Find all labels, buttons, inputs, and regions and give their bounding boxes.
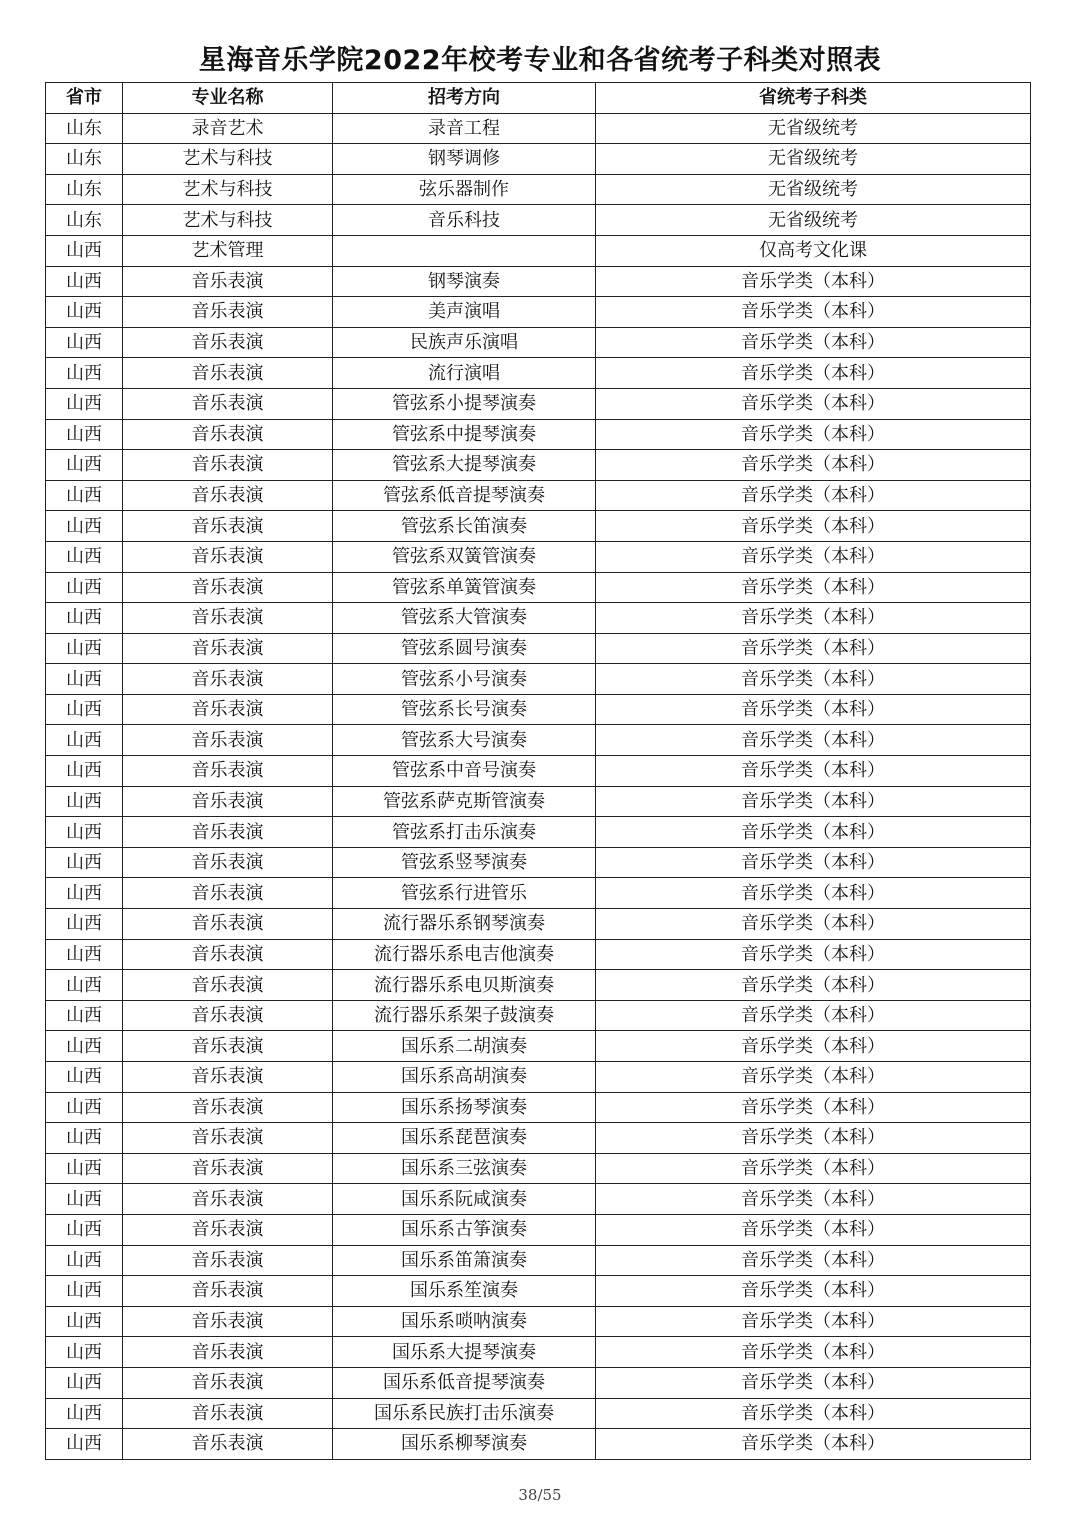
cell-subject-category: 无省级统考 [596, 174, 1031, 205]
cell-direction: 流行演唱 [333, 358, 596, 389]
cell-direction: 管弦系圆号演奏 [333, 633, 596, 664]
header-direction: 招考方向 [333, 83, 596, 114]
cell-direction: 管弦系中音号演奏 [333, 756, 596, 787]
cell-subject-category: 音乐学类（本科） [596, 327, 1031, 358]
table-row [46, 939, 1031, 970]
cell-major: 音乐表演 [123, 970, 333, 1001]
cell-direction: 管弦系单簧管演奏 [333, 572, 596, 603]
cell-province: 山西 [46, 450, 123, 481]
cell-major: 音乐表演 [123, 1184, 333, 1215]
table-row [46, 664, 1031, 695]
cell-major: 音乐表演 [123, 1123, 333, 1154]
header-major: 专业名称 [123, 83, 333, 114]
cell-province: 山西 [46, 847, 123, 878]
cell-direction: 管弦系大管演奏 [333, 603, 596, 634]
cell-direction: 录音工程 [333, 113, 596, 144]
cell-subject-category: 音乐学类（本科） [596, 725, 1031, 756]
cell-direction: 管弦系中提琴演奏 [333, 419, 596, 450]
cell-direction: 管弦系低音提琴演奏 [333, 480, 596, 511]
table-row [46, 970, 1031, 1001]
cell-direction: 管弦系行进管乐 [333, 878, 596, 909]
cell-major: 音乐表演 [123, 939, 333, 970]
cell-major: 音乐表演 [123, 633, 333, 664]
table-row [46, 450, 1031, 481]
cell-direction: 流行器乐系架子鼓演奏 [333, 1000, 596, 1031]
table-row [46, 817, 1031, 848]
cell-major: 音乐表演 [123, 450, 333, 481]
cell-province: 山东 [46, 205, 123, 236]
table-row [46, 786, 1031, 817]
table-row [46, 1429, 1031, 1460]
table-row [46, 1306, 1031, 1337]
cell-direction: 管弦系长笛演奏 [333, 511, 596, 542]
cell-subject-category: 音乐学类（本科） [596, 664, 1031, 695]
cell-subject-category: 音乐学类（本科） [596, 756, 1031, 787]
cell-province: 山西 [46, 1062, 123, 1093]
cell-province: 山西 [46, 786, 123, 817]
cell-direction: 流行器乐系电贝斯演奏 [333, 970, 596, 1001]
table-row [46, 909, 1031, 940]
cell-major: 艺术与科技 [123, 174, 333, 205]
cell-province: 山西 [46, 1367, 123, 1398]
cell-province: 山西 [46, 1306, 123, 1337]
cell-major: 音乐表演 [123, 664, 333, 695]
cell-major: 音乐表演 [123, 817, 333, 848]
cell-direction: 国乐系阮咸演奏 [333, 1184, 596, 1215]
cell-major: 音乐表演 [123, 694, 333, 725]
cell-major: 音乐表演 [123, 1306, 333, 1337]
cell-direction: 国乐系民族打击乐演奏 [333, 1398, 596, 1429]
cell-subject-category: 音乐学类（本科） [596, 847, 1031, 878]
cell-subject-category: 音乐学类（本科） [596, 1276, 1031, 1307]
cell-province: 山西 [46, 939, 123, 970]
cell-major: 音乐表演 [123, 847, 333, 878]
cell-major: 音乐表演 [123, 756, 333, 787]
cell-subject-category: 音乐学类（本科） [596, 1214, 1031, 1245]
cell-direction: 管弦系小提琴演奏 [333, 388, 596, 419]
cell-province: 山西 [46, 266, 123, 297]
table-row [46, 572, 1031, 603]
cell-subject-category: 音乐学类（本科） [596, 541, 1031, 572]
page-number: 38/55 [518, 1486, 562, 1504]
table-row [46, 1123, 1031, 1154]
cell-subject-category: 音乐学类（本科） [596, 1031, 1031, 1062]
cell-direction: 国乐系三弦演奏 [333, 1153, 596, 1184]
cell-major: 音乐表演 [123, 358, 333, 389]
cell-subject-category: 音乐学类（本科） [596, 1429, 1031, 1460]
table-row [46, 694, 1031, 725]
cell-direction: 国乐系琵琶演奏 [333, 1123, 596, 1154]
table-header [46, 83, 1031, 114]
cell-subject-category: 音乐学类（本科） [596, 970, 1031, 1001]
cell-direction: 管弦系大提琴演奏 [333, 450, 596, 481]
cell-direction: 音乐科技 [333, 205, 596, 236]
cell-subject-category: 音乐学类（本科） [596, 266, 1031, 297]
cell-subject-category: 音乐学类（本科） [596, 511, 1031, 542]
cell-subject-category: 音乐学类（本科） [596, 1123, 1031, 1154]
cell-direction: 钢琴调修 [333, 144, 596, 175]
table-row [46, 847, 1031, 878]
cell-province: 山西 [46, 756, 123, 787]
cell-province: 山西 [46, 909, 123, 940]
table-row [46, 297, 1031, 328]
cell-major: 音乐表演 [123, 388, 333, 419]
cell-major: 音乐表演 [123, 1245, 333, 1276]
cell-major: 音乐表演 [123, 266, 333, 297]
cell-subject-category: 音乐学类（本科） [596, 419, 1031, 450]
cell-subject-category: 音乐学类（本科） [596, 297, 1031, 328]
cell-province: 山西 [46, 358, 123, 389]
cell-major: 音乐表演 [123, 1429, 333, 1460]
cell-province: 山西 [46, 297, 123, 328]
cell-direction: 管弦系长号演奏 [333, 694, 596, 725]
cell-province: 山东 [46, 174, 123, 205]
cell-direction: 国乐系二胡演奏 [333, 1031, 596, 1062]
table-row [46, 1092, 1031, 1123]
table-row [46, 603, 1031, 634]
cell-major: 音乐表演 [123, 297, 333, 328]
cell-major: 音乐表演 [123, 1367, 333, 1398]
table-row [46, 1153, 1031, 1184]
cell-major: 艺术与科技 [123, 205, 333, 236]
cell-direction: 弦乐器制作 [333, 174, 596, 205]
cell-province: 山西 [46, 388, 123, 419]
cell-subject-category: 音乐学类（本科） [596, 694, 1031, 725]
cell-province: 山西 [46, 1337, 123, 1368]
comparison-table [45, 82, 1031, 1460]
cell-direction: 国乐系笛箫演奏 [333, 1245, 596, 1276]
table-row [46, 1245, 1031, 1276]
cell-direction: 管弦系萨克斯管演奏 [333, 786, 596, 817]
cell-major: 音乐表演 [123, 878, 333, 909]
cell-province: 山西 [46, 1429, 123, 1460]
cell-major: 音乐表演 [123, 1031, 333, 1062]
cell-subject-category: 仅高考文化课 [596, 235, 1031, 266]
cell-subject-category: 音乐学类（本科） [596, 1153, 1031, 1184]
cell-major: 音乐表演 [123, 786, 333, 817]
cell-province: 山西 [46, 970, 123, 1001]
page-title: 星海音乐学院2022年校考专业和各省统考子科类对照表 [198, 45, 882, 76]
cell-direction: 钢琴演奏 [333, 266, 596, 297]
cell-direction: 流行器乐系钢琴演奏 [333, 909, 596, 940]
cell-province: 山西 [46, 694, 123, 725]
table-row [46, 1276, 1031, 1307]
cell-direction [333, 235, 596, 266]
cell-province: 山西 [46, 1398, 123, 1429]
table-row [46, 1214, 1031, 1245]
table-row [46, 480, 1031, 511]
cell-province: 山西 [46, 817, 123, 848]
cell-province: 山西 [46, 480, 123, 511]
table-row [46, 327, 1031, 358]
cell-direction: 管弦系双簧管演奏 [333, 541, 596, 572]
cell-subject-category: 音乐学类（本科） [596, 388, 1031, 419]
cell-subject-category: 音乐学类（本科） [596, 878, 1031, 909]
cell-subject-category: 音乐学类（本科） [596, 633, 1031, 664]
cell-subject-category: 音乐学类（本科） [596, 1245, 1031, 1276]
cell-subject-category: 音乐学类（本科） [596, 1184, 1031, 1215]
table-row [46, 205, 1031, 236]
cell-major: 音乐表演 [123, 480, 333, 511]
cell-direction: 管弦系打击乐演奏 [333, 817, 596, 848]
cell-subject-category: 音乐学类（本科） [596, 1092, 1031, 1123]
cell-major: 音乐表演 [123, 1153, 333, 1184]
cell-province: 山西 [46, 1214, 123, 1245]
table-row [46, 1337, 1031, 1368]
table-row [46, 113, 1031, 144]
cell-subject-category: 无省级统考 [596, 144, 1031, 175]
cell-direction: 国乐系柳琴演奏 [333, 1429, 596, 1460]
cell-subject-category: 音乐学类（本科） [596, 358, 1031, 389]
cell-province: 山西 [46, 419, 123, 450]
table-row [46, 266, 1031, 297]
cell-province: 山西 [46, 1123, 123, 1154]
cell-province: 山西 [46, 235, 123, 266]
cell-major: 艺术与科技 [123, 144, 333, 175]
cell-major: 音乐表演 [123, 327, 333, 358]
cell-major: 音乐表演 [123, 725, 333, 756]
cell-direction: 国乐系高胡演奏 [333, 1062, 596, 1093]
cell-direction: 流行器乐系电吉他演奏 [333, 939, 596, 970]
cell-province: 山西 [46, 327, 123, 358]
table-row [46, 878, 1031, 909]
cell-subject-category: 音乐学类（本科） [596, 909, 1031, 940]
table-row [46, 358, 1031, 389]
cell-province: 山西 [46, 1092, 123, 1123]
cell-major: 艺术管理 [123, 235, 333, 266]
cell-major: 音乐表演 [123, 1062, 333, 1093]
cell-province: 山西 [46, 633, 123, 664]
cell-subject-category: 音乐学类（本科） [596, 603, 1031, 634]
cell-major: 音乐表演 [123, 419, 333, 450]
cell-subject-category: 音乐学类（本科） [596, 450, 1031, 481]
cell-major: 音乐表演 [123, 511, 333, 542]
cell-major: 音乐表演 [123, 572, 333, 603]
table-row [46, 388, 1031, 419]
cell-province: 山西 [46, 878, 123, 909]
cell-province: 山西 [46, 725, 123, 756]
cell-province: 山西 [46, 1000, 123, 1031]
cell-subject-category: 音乐学类（本科） [596, 1306, 1031, 1337]
header-province: 省市 [46, 83, 123, 114]
cell-province: 山西 [46, 603, 123, 634]
table-row [46, 144, 1031, 175]
cell-subject-category: 音乐学类（本科） [596, 786, 1031, 817]
cell-subject-category: 音乐学类（本科） [596, 1337, 1031, 1368]
cell-province: 山西 [46, 1245, 123, 1276]
cell-subject-category: 音乐学类（本科） [596, 1398, 1031, 1429]
cell-direction: 美声演唱 [333, 297, 596, 328]
cell-subject-category: 音乐学类（本科） [596, 480, 1031, 511]
cell-major: 音乐表演 [123, 541, 333, 572]
cell-major: 录音艺术 [123, 113, 333, 144]
cell-major: 音乐表演 [123, 1276, 333, 1307]
table-row [46, 1000, 1031, 1031]
table-row [46, 1367, 1031, 1398]
cell-province: 山西 [46, 1153, 123, 1184]
cell-subject-category: 无省级统考 [596, 205, 1031, 236]
cell-subject-category: 音乐学类（本科） [596, 939, 1031, 970]
cell-province: 山西 [46, 572, 123, 603]
table-row [46, 1031, 1031, 1062]
cell-subject-category: 音乐学类（本科） [596, 1062, 1031, 1093]
cell-direction: 国乐系低音提琴演奏 [333, 1367, 596, 1398]
cell-direction: 国乐系大提琴演奏 [333, 1337, 596, 1368]
cell-direction: 国乐系扬琴演奏 [333, 1092, 596, 1123]
table-row [46, 1062, 1031, 1093]
cell-direction: 管弦系小号演奏 [333, 664, 596, 695]
cell-direction: 管弦系竖琴演奏 [333, 847, 596, 878]
cell-subject-category: 无省级统考 [596, 113, 1031, 144]
cell-subject-category: 音乐学类（本科） [596, 572, 1031, 603]
table-row [46, 511, 1031, 542]
table-row [46, 756, 1031, 787]
table-row [46, 235, 1031, 266]
cell-direction: 管弦系大号演奏 [333, 725, 596, 756]
cell-province: 山西 [46, 664, 123, 695]
cell-major: 音乐表演 [123, 1000, 333, 1031]
cell-subject-category: 音乐学类（本科） [596, 817, 1031, 848]
cell-province: 山西 [46, 511, 123, 542]
cell-major: 音乐表演 [123, 909, 333, 940]
cell-major: 音乐表演 [123, 1398, 333, 1429]
cell-province: 山西 [46, 1184, 123, 1215]
cell-major: 音乐表演 [123, 1092, 333, 1123]
cell-direction: 民族声乐演唱 [333, 327, 596, 358]
cell-major: 音乐表演 [123, 603, 333, 634]
header-row [46, 83, 1031, 114]
table-row [46, 1398, 1031, 1429]
cell-province: 山西 [46, 541, 123, 572]
cell-province: 山东 [46, 113, 123, 144]
cell-direction: 国乐系古筝演奏 [333, 1214, 596, 1245]
table-row [46, 541, 1031, 572]
cell-direction: 国乐系笙演奏 [333, 1276, 596, 1307]
cell-subject-category: 音乐学类（本科） [596, 1367, 1031, 1398]
cell-direction: 国乐系唢呐演奏 [333, 1306, 596, 1337]
table-row [46, 1184, 1031, 1215]
cell-province: 山西 [46, 1276, 123, 1307]
cell-subject-category: 音乐学类（本科） [596, 1000, 1031, 1031]
cell-province: 山西 [46, 1031, 123, 1062]
table-row [46, 633, 1031, 664]
table-body [46, 113, 1031, 1459]
table-row [46, 419, 1031, 450]
cell-major: 音乐表演 [123, 1337, 333, 1368]
cell-major: 音乐表演 [123, 1214, 333, 1245]
header-subject-category: 省统考子科类 [596, 83, 1031, 114]
table-row [46, 725, 1031, 756]
table-row [46, 174, 1031, 205]
cell-province: 山东 [46, 144, 123, 175]
